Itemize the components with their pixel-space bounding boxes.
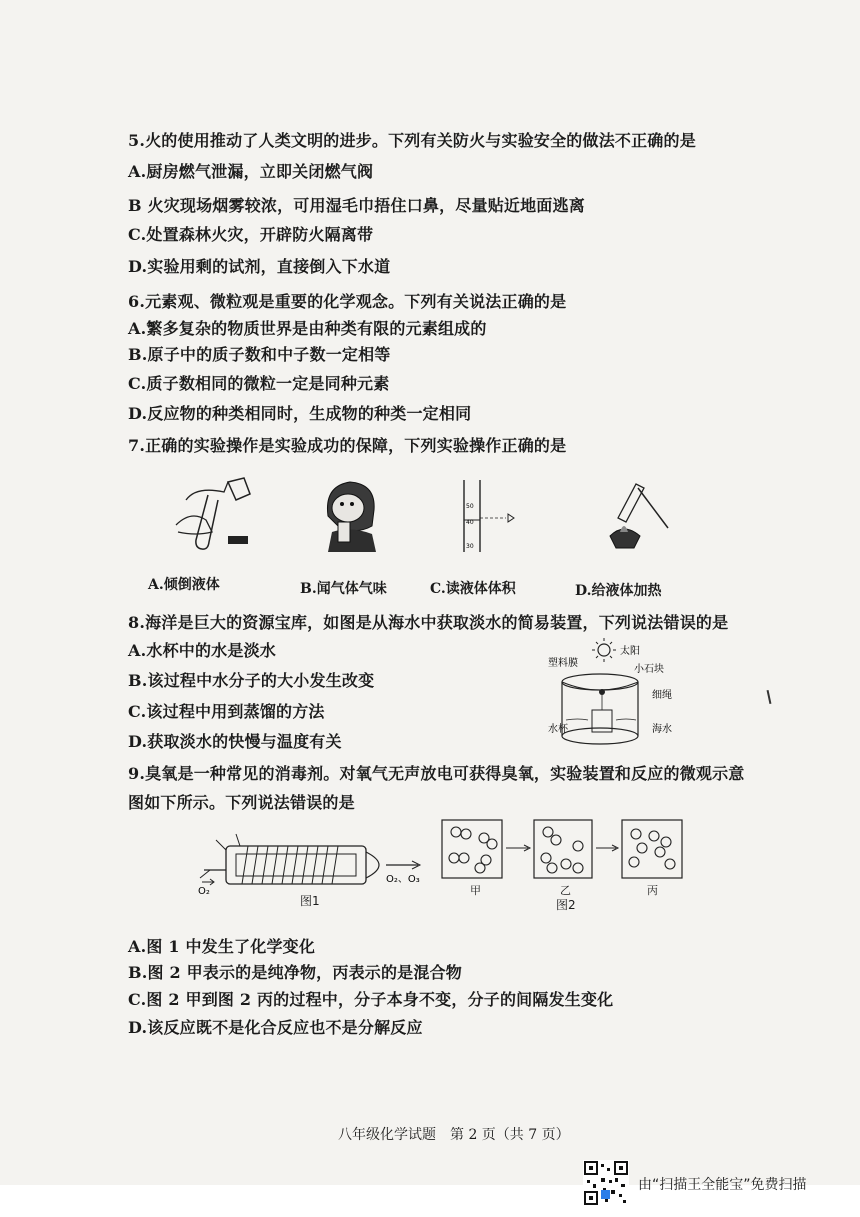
question-6-option-c: C.质子数相同的微粒一定是同种元素 [128,374,390,393]
question-5-option-a: A.厨房燃气泄漏，立即关闭燃气阀 [128,162,374,181]
question-7-stem: 7.正确的实验操作是实验成功的保障，下列实验操作正确的是 [128,436,567,455]
graduated-cylinder-figure [454,478,524,554]
question-5-option-d: D.实验用剩的试剂，直接倒入下水道 [128,257,391,276]
fig1-output-label: O₂、O₃ [386,874,420,885]
rope-label: 细绳 [652,690,672,701]
stray-pen-mark [767,690,772,704]
stone-label: 小石块 [634,664,664,675]
cup-label: 水杯 [548,724,568,735]
question-9-option-c: C.图 2 甲到图 2 丙的过程中，分子本身不变，分子的间隔发生变化 [128,990,614,1009]
smelling-gas-figure [318,476,384,554]
question-6-option-d: D.反应物的种类相同时，生成物的种类一定相同 [128,404,472,423]
question-5-option-b: B 火灾现场烟雾较浓，可用湿毛巾捂住口鼻，尽量贴近地面逃离 [128,196,585,215]
question-8-option-c: C.该过程中用到蒸馏的方法 [128,702,325,721]
question-6-stem: 6.元素观、微粒观是重要的化学观念。下列有关说法正确的是 [128,292,567,311]
solar-still-figure [548,636,708,754]
fig1-caption: 图1 [300,894,320,908]
box-label-yi: 乙 [560,884,571,897]
question-9-option-d: D.该反应既不是化合反应也不是分解反应 [128,1018,423,1037]
question-9-option-b: B.图 2 甲表示的是纯净物，丙表示的是混合物 [128,963,462,982]
option-b-label: B.闻气体气味 [300,581,387,597]
question-6-option-a: A.繁多复杂的物质世界是由种类有限的元素组成的 [128,319,487,338]
question-9-option-a: A.图 1 中发生了化学变化 [128,937,316,956]
tick-50: 50 [466,503,474,510]
question-9-stem-line-2: 图如下所示。下列说法错误的是 [128,793,355,812]
fig2-caption: 图2 [556,898,576,912]
question-5-option-c: C.处置森林火灾，开辟防火隔离带 [128,225,374,244]
film-label: 塑料膜 [548,658,578,669]
question-8-option-d: D.获取淡水的快慢与温度有关 [128,732,342,751]
question-6-option-b: B.原子中的质子数和中子数一定相等 [128,345,391,364]
sea-label: 海水 [652,724,672,735]
option-d-label: D.给液体加热 [575,583,662,599]
tick-30: 30 [466,543,474,550]
question-8-option-a: A.水杯中的水是淡水 [128,641,276,660]
sun-icon [598,644,610,656]
scanner-watermark-text: 由“扫描王全能宝”免费扫描 [638,1177,807,1193]
qr-code-icon[interactable] [583,1160,629,1206]
fig1-input-label: O₂ [198,886,210,897]
question-9-stem-line-1: 9.臭氧是一种常见的消毒剂。对氧气无声放电可获得臭氧，实验装置和反应的微观示意 [128,764,745,783]
box-label-bing: 丙 [647,884,658,897]
tick-40: 40 [466,519,474,526]
molecule-boxes-figure [440,816,690,882]
page-footer: 八年级化学试题 第 2 页（共 7 页） [338,1127,570,1143]
option-c-label: C.读液体体积 [430,581,516,597]
option-a-label: A.倾倒液体 [148,577,220,593]
question-5-stem: 5.火的使用推动了人类文明的进步。下列有关防火与实验安全的做法不正确的是 [128,131,696,150]
pouring-liquid-figure [166,470,266,560]
box-label-jia: 甲 [470,884,481,897]
box-bing [622,820,682,878]
question-8-option-b: B.该过程中水分子的大小发生改变 [128,671,375,690]
question-8-stem: 8.海洋是巨大的资源宝库，如图是从海水中获取淡水的简易装置，下列说法错误的是 [128,613,729,632]
sun-label: 太阳 [620,646,640,657]
heating-liquid-figure [604,474,674,554]
